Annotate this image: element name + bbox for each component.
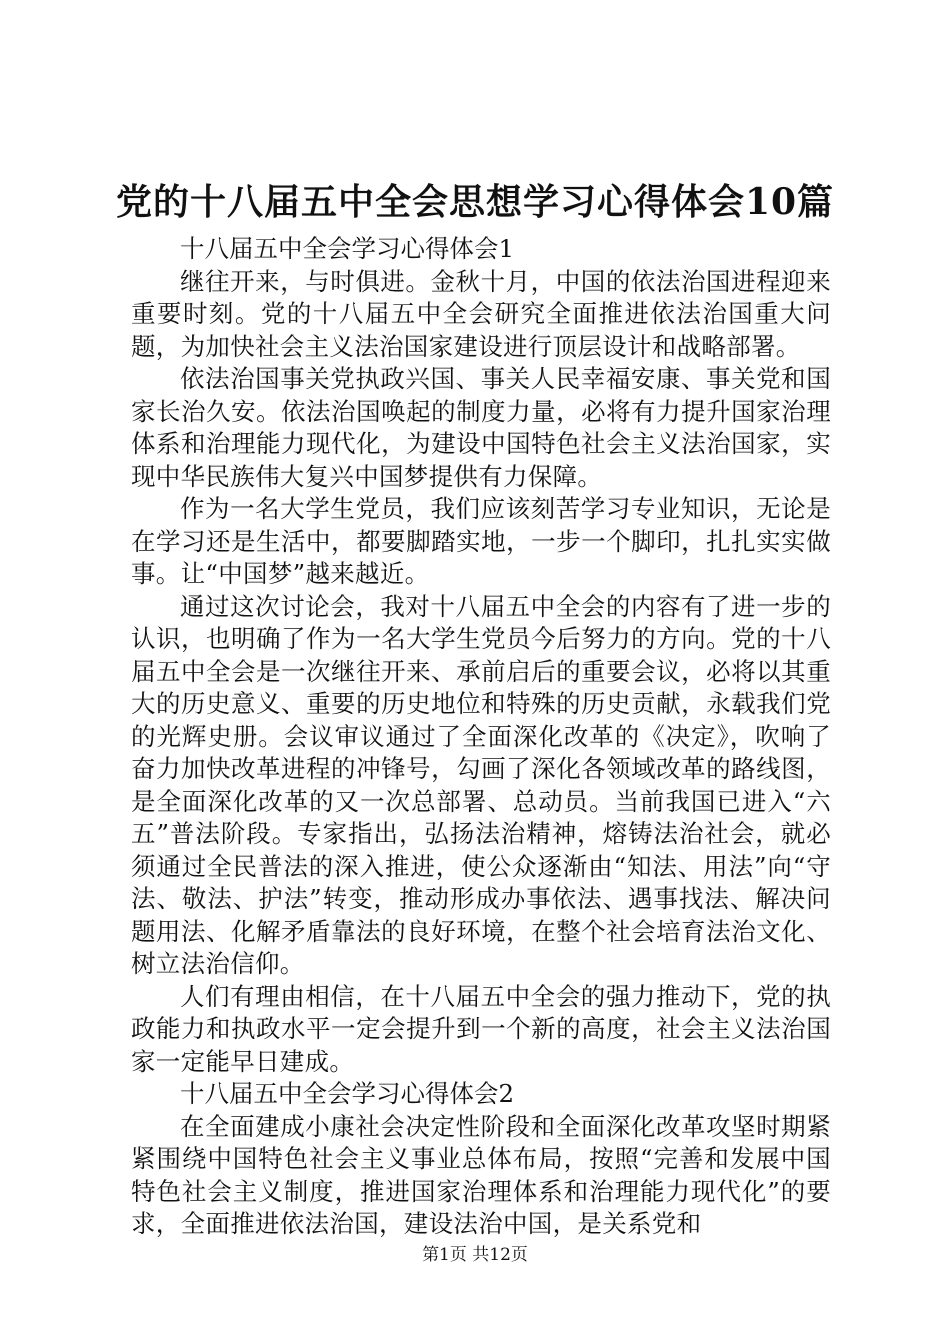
page-footer [0,1244,950,1266]
document-body [131,233,831,1241]
paragraph: 作为一名大学生党员，我们应该刻苦学习专业知识，无论是在学习还是生活中，都要脚踏实地，一步一个脚印，扎扎实实做事。让“中国梦”越来越近。 [131,494,831,588]
paragraph: 继往开来，与时俱进。金秋十月，中国的依法治国进程迎来重要时刻。党的十八届五中全会研究全面推进依法治国重大问题，为加快社会主义法治国家建设进行顶层设计和战略部署。 [131,266,831,361]
document-title: 党的十八届五中全会思想学习心得体会10篇 [115,181,835,223]
paragraph: 依法治国事关党执政兴国、事关人民幸福安康、事关党和国家长治久安。依法治国唤起的制度力量，必将有力提升国家治理体系和治理能力现代化，为建设中国特色社会主义法治国家，实现中华民族伟大复兴中国梦提供有力保障。 [131,364,831,491]
page-indicator: 第1页 共12页 [422,1245,528,1265]
paragraph: 人们有理由相信，在十八届五中全会的强力推动下，党的执政能力和执政水平一定会提升到一个新的高度，社会主义法治国家一定能早日建成。 [131,981,831,1076]
paragraph: 在全面建成小康社会决定性阶段和全面深化改革攻坚时期紧紧围绕中国特色社会主义事业总体布局，按照“完善和发展中国特色社会主义制度，推进国家治理体系和治理能力现代化”的要求，全面推进依法治国，建设法治中国，是关系党和 [131,1111,832,1238]
section-heading-2: 十八届五中全会学习心得体会2 [180,1079,515,1108]
section-heading-1: 十八届五中全会学习心得体会1 [180,234,515,263]
paragraph: 通过这次讨论会，我对十八届五中全会的内容有了进一步的认识，也明确了作为一名大学生党员今后努力的方向。党的十八届五中全会是一次继往开来、承前启后的重要会议，必将以其重大的历史意义、重要的历史地位和特殊的历史贡献，永载我们党的光辉史册。会议审议通过了全面深化改革的《决定》，吹响了奋力加快改革进程的冲锋号，勾画了深化各领域改革的路线图，是全面深化改革的又一次总部署、总动员。当前我国已进入“六五”普法阶段。专家指出，弘扬法治精神，熔铸法治社会，就必须通过全民普法的深入推进，使公众逐渐由“知法、用法”向“守法、敬法、护法”转变，推动形成办事依法、遇事找法、解决问题用法、化解矛盾靠法的良好环境，在整个社会培育法治文化、树立法治信仰。 [131,591,832,978]
